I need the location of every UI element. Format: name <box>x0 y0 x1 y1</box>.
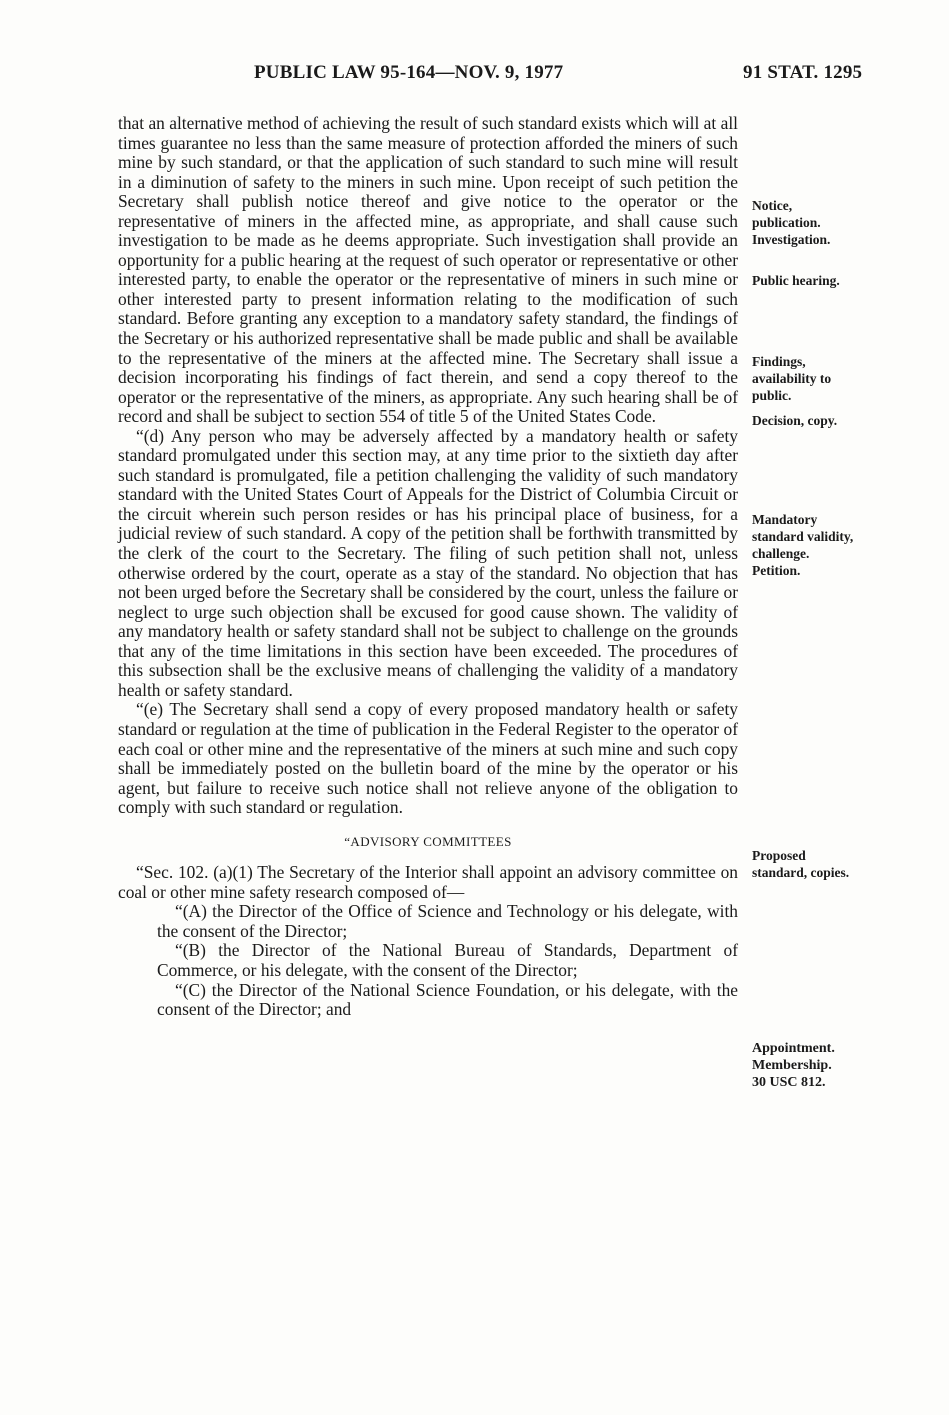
paragraph-clause-b: “(B) the Director of the National Bureau of Standards, Department of Commerce, or his delegate, with the consent of the Director; <box>157 940 738 980</box>
paragraph-section-102: “Sec. 102. (a)(1) The Secretary of the Interior shall appoint an advisory committee on coal or other mine safety research composed of— <box>118 862 738 902</box>
statute-page-number: 91 STAT. 1295 <box>743 62 863 83</box>
margin-note-findings: Findings, availability to public. <box>752 354 832 403</box>
paragraph-clause-a: “(A) the Director of the Office of Science and Technology or his delegate, with the consent of the Director; <box>157 901 738 941</box>
margin-note-proposed: Proposed standard, copies. <box>752 848 850 880</box>
margin-note-mandatory: Mandatory standard validity, challenge. Petition. <box>752 512 854 578</box>
margin-note-appointment: Appointment. Membership. 30 USC 812. <box>752 1041 835 1090</box>
page-header <box>0 62 949 92</box>
margin-note-notice: Notice, publication. Investigation. <box>752 198 831 247</box>
main-text-column <box>118 114 738 1020</box>
margin-note-decision: Decision, copy. <box>752 413 838 428</box>
margin-note-public-hearing: Public hearing. <box>752 273 840 288</box>
section-heading: “ADVISORY COMMITTEES <box>344 833 512 849</box>
paragraph-continued: that an alternative method of achieving the result of such standard exists which will at all times guarantee no less than the same measure of protection afforded the miners of such mine by such standard, or that the application of such standard to such mine will result in a diminution of safety to the miners in such mine. Upon receipt of such petition the Secretary shall publish notice thereof and give notice to the operator or the representative of miners in the affected mine, as appropriate, and shall cause such investigation to be made as he deems appropriate. Such investigation shall provide an opportunity for a public hearing at the request of such operator or representative or other interested party, to enable the operator or the representative of miners in such mine or other interested party to present information relating to the modification of such standard. Before granting any exception to a mandatory safety standard, the findings of the Secretary or his authorized representative shall be made public and shall be available to the representative of the miners at the affected mine. The Secretary shall issue a decision incorporating his findings of fact therein, and send a copy thereof to the operator or the representative of the miners, as appropriate. Any such hearing shall be of record and shall be subject to section 554 of title 5 of the United States Code. <box>118 113 738 427</box>
paragraph-subsection-d: “(d) Any person who may be adversely affected by a mandatory health or safety standard promulgated under this section may, at any time prior to the sixtieth day after such standard is promulgated, file a petition challenging the validity of such mandatory standard with the United States Court of Appeals for the District of Columbia Circuit or the circuit wherein such person resides or has his principal place of business, for a judicial review of such standard. A copy of the petition shall be forthwith transmitted by the clerk of the court to the Secretary. The filing of such petition shall not, unless otherwise ordered by the court, operate as a stay of the standard. No objection that has not been urged before the Secretary shall be considered by the court, unless the failure or neglect to urge such objection shall be excused for good cause shown. The validity of any mandatory health or safety standard shall not be subject to challenge on the grounds that any of the time limitations in this section have been exceeded. The procedures of this subsection shall be the exclusive means of challenging the validity of a mandatory health or safety standard. <box>118 425 738 700</box>
paragraph-subsection-e: “(e) The Secretary shall send a copy of every proposed mandatory health or safety standard or regulation at the time of publication in the Federal Register to the operator of each coal or other mine and the representative of the miners at such mine and such copy shall be immediately posted on the bulletin board of the mine by the operator or his agent, but failure to receive such notice shall not relieve anyone of the obligation to comply with such standard or regulation. <box>118 699 738 818</box>
running-head-title: PUBLIC LAW 95-164—NOV. 9, 1977 <box>254 62 564 83</box>
paragraph-clause-c: “(C) the Director of the National Science Foundation, or his delegate, with the consent of the Director; and <box>157 979 738 1020</box>
